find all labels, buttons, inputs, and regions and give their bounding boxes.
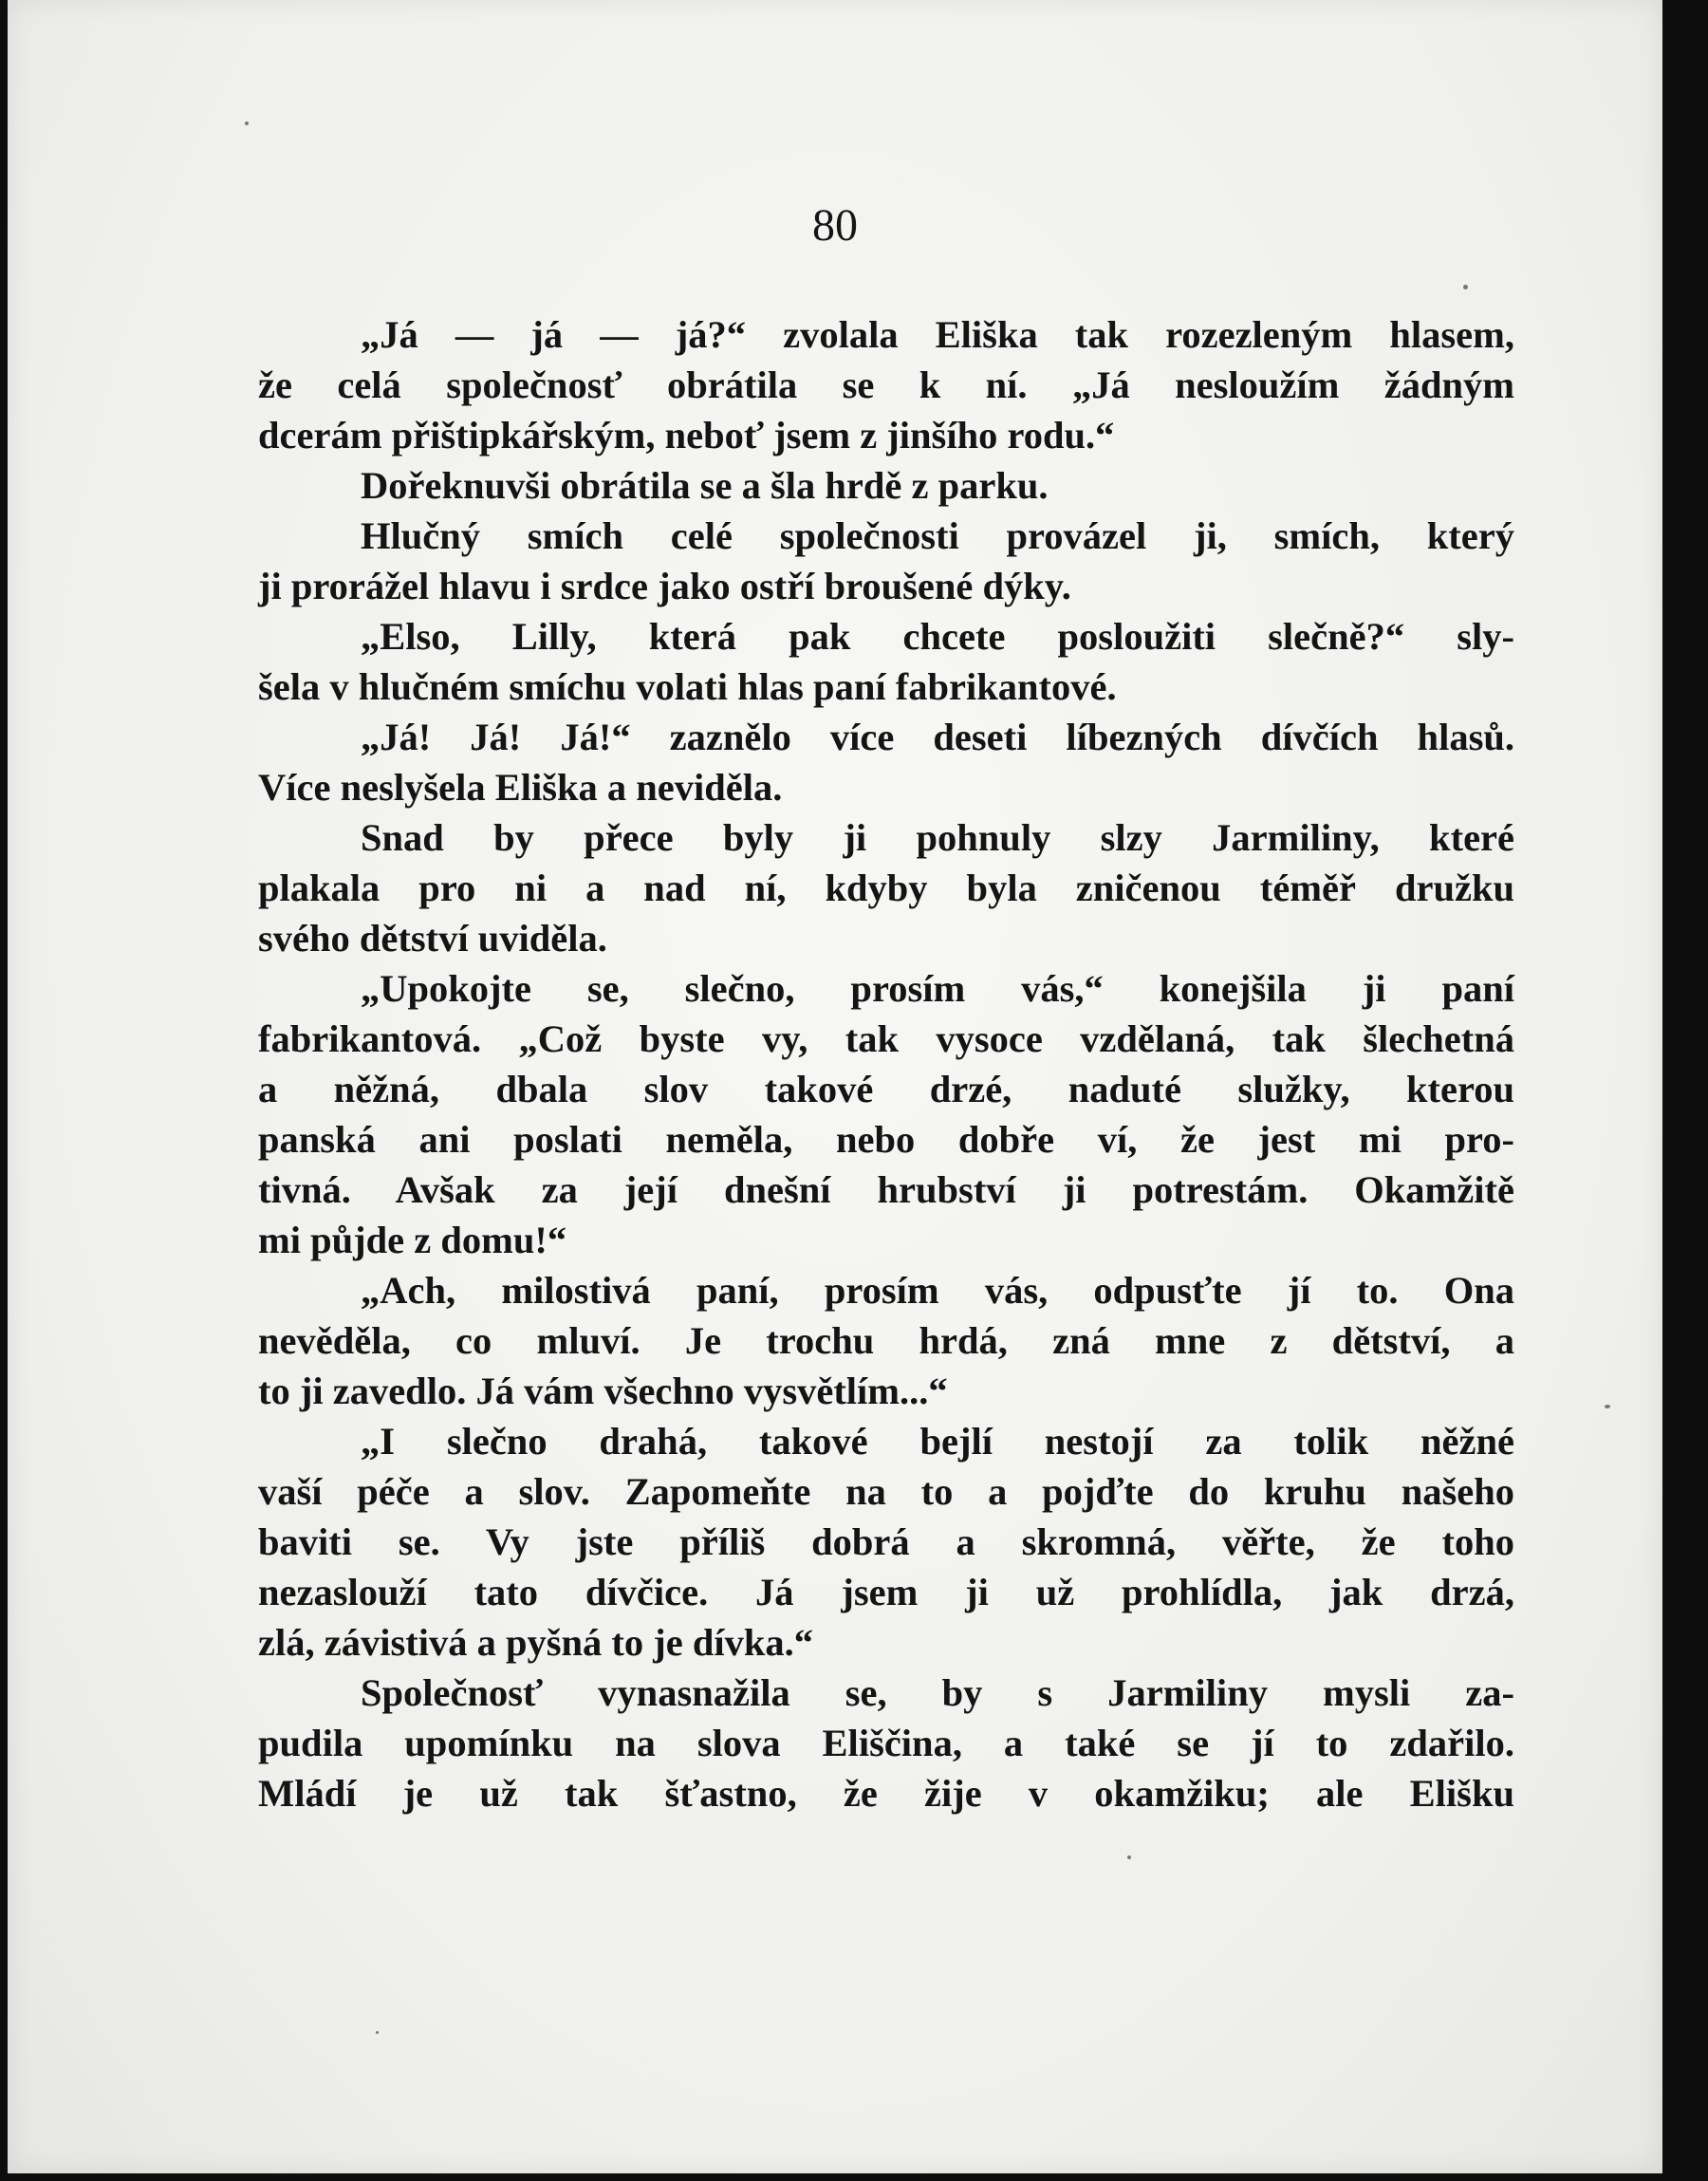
text-line: vaší péče a slov. Zapomeňte na to a pojďte do kruhu našeho bbox=[258, 1470, 1514, 1513]
print-speck bbox=[1463, 285, 1468, 289]
text-line: nevěděla, co mluví. Je trochu hrdá, zná mne z dětství, a bbox=[258, 1319, 1514, 1362]
text-line: mi půjde z domu!“ bbox=[258, 1219, 567, 1261]
text-line: „Já! Já! Já!“ zaznělo více deseti líbezných dívčích hlasů. bbox=[361, 716, 1514, 758]
text-line: tivná. Avšak za její dnešní hrubství ji potrestám. Okamžitě bbox=[258, 1168, 1514, 1211]
text-line: „Elso, Lilly, která pak chcete posloužiti slečně?“ sly- bbox=[361, 615, 1514, 658]
print-speck bbox=[1127, 1855, 1131, 1859]
text-line: „Upokojte se, slečno, prosím vás,“ konejšila ji paní bbox=[361, 967, 1514, 1010]
text-line: fabrikantová. „Což byste vy, tak vysoce vzdělaná, tak šlechetná bbox=[258, 1017, 1514, 1060]
text-line: ji prorážel hlavu i srdce jako ostří broušené dýky. bbox=[258, 565, 1071, 607]
text-line: „I slečno drahá, takové bejlí nestojí za tolik něžné bbox=[361, 1420, 1514, 1463]
text-line: to ji zavedlo. Já vám všechno vysvětlím...“ bbox=[258, 1370, 948, 1412]
text-line: nezaslouží tato dívčice. Já jsem ji už prohlídla, jak drzá, bbox=[258, 1571, 1514, 1613]
text-line: „Já — já — já?“ zvolala Eliška tak rozezleným hlasem, bbox=[361, 313, 1514, 356]
text-line: a něžná, dbala slov takové drzé, naduté služky, kterou bbox=[258, 1068, 1514, 1110]
text-line: dcerám přištipkářským, neboť jsem z jinšího rodu.“ bbox=[258, 414, 1115, 457]
text-line: zlá, závistivá a pyšná to je dívka.“ bbox=[258, 1621, 814, 1664]
print-speck bbox=[245, 121, 249, 125]
page-number: 80 bbox=[812, 200, 858, 251]
text-line: Mládí je už tak šťastno, že žije v okamžiku; ale Elišku bbox=[258, 1772, 1514, 1815]
text-line: Hlučný smích celé společnosti provázel ji, smích, který bbox=[361, 514, 1514, 557]
text-line: panská ani poslati neměla, nebo dobře ví, že jest mi pro- bbox=[258, 1118, 1514, 1161]
text-line: šela v hlučném smíchu volati hlas paní fabrikantové. bbox=[258, 665, 1117, 708]
text-line: pudila upomínku na slova Eliščina, a také se jí to zdařilo. bbox=[258, 1722, 1514, 1764]
text-line: že celá společnosť obrátila se k ní. „Já nesloužím žádným bbox=[258, 364, 1514, 406]
text-line: Snad by přece byly ji pohnuly slzy Jarmiliny, které bbox=[361, 816, 1514, 859]
book-page bbox=[8, 0, 1662, 2173]
body-text bbox=[258, 309, 1514, 1818]
text-line: plakala pro ni a nad ní, kdyby byla zničenou téměř družku bbox=[258, 867, 1514, 909]
text-line: Dořeknuvši obrátila se a šla hrdě z parku. bbox=[361, 464, 1049, 507]
text-line: baviti se. Vy jste příliš dobrá a skromná, věřte, že toho bbox=[258, 1520, 1514, 1563]
print-speck bbox=[1605, 1405, 1610, 1408]
text-line: svého dětství uviděla. bbox=[258, 917, 607, 960]
text-line: Společnosť vynasnažila se, by s Jarmiliny mysli za- bbox=[361, 1671, 1514, 1714]
text-line: „Ach, milostivá paní, prosím vás, odpusťte jí to. Ona bbox=[361, 1269, 1514, 1312]
text-line: Více neslyšela Eliška a neviděla. bbox=[258, 766, 783, 809]
print-speck bbox=[376, 2031, 379, 2034]
